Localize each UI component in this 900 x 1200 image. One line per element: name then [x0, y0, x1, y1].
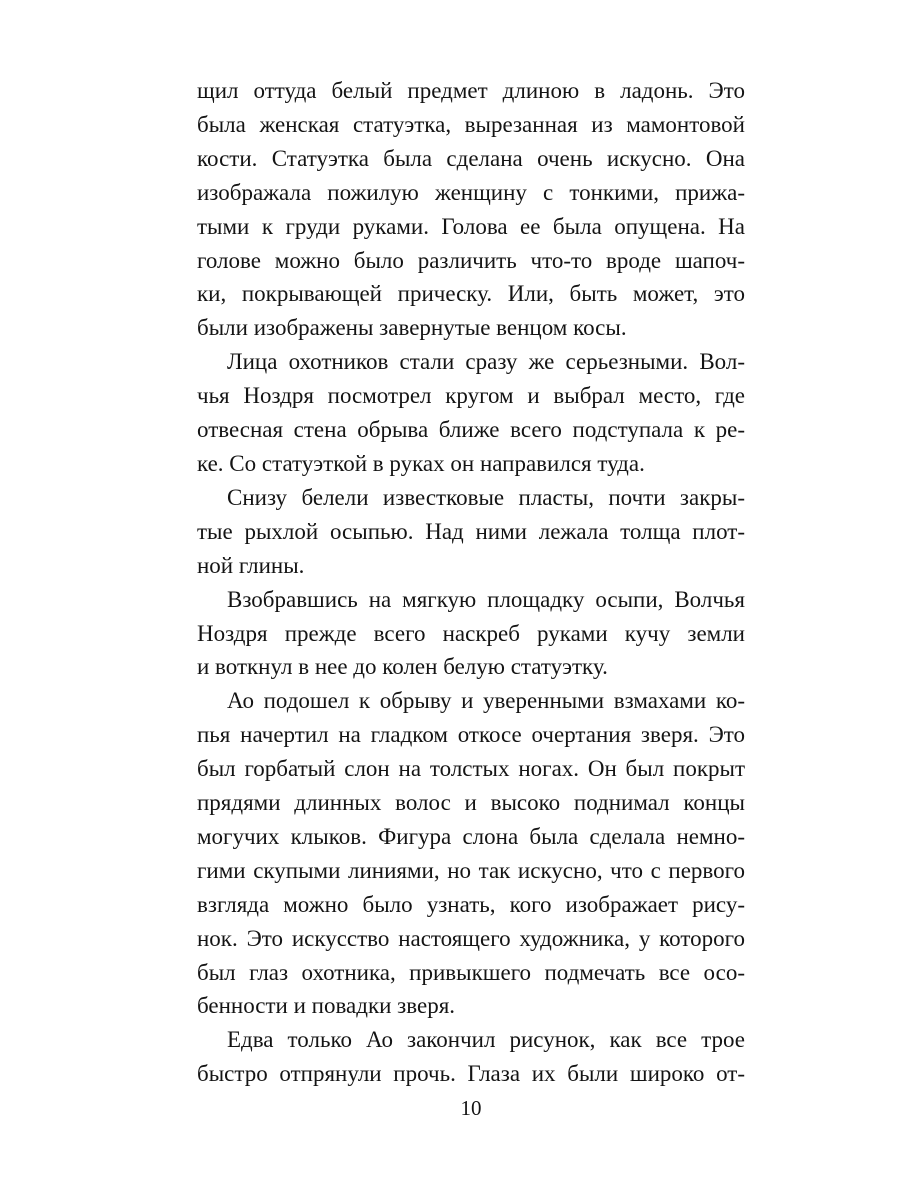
text-line: прядями длинных волос и высоко поднимал концы	[197, 790, 745, 816]
text-line: Снизу белели известковые пласты, почти закры-	[227, 484, 745, 510]
text-line: были изображены завернутые венцом косы.	[197, 315, 627, 341]
text-line: кости. Статуэтка была сделана очень искусно. Она	[197, 145, 745, 171]
page-number: 10	[460, 1096, 482, 1120]
paragraph	[197, 1023, 745, 1091]
paragraph	[197, 74, 745, 345]
text-line: изображала пожилую женщину с тонкими, прижа-	[197, 179, 745, 205]
text-line: Лица охотников стали сразу же серьезными. Вол-	[227, 349, 745, 375]
text-line: голове можно было различить что-то вроде шапоч-	[197, 247, 745, 273]
paragraph	[197, 345, 745, 481]
text-line: ной глины.	[197, 552, 305, 578]
text-line: была женская статуэтка, вырезанная из мамонтовой	[197, 111, 745, 137]
text-line: взгляда можно было узнать, кого изображает рису-	[197, 891, 745, 917]
text-line: ки, покрывающей прическу. Или, быть может, это	[197, 281, 745, 307]
text-line: тые рыхлой осыпью. Над ними лежала толща плот-	[197, 518, 745, 544]
text-line: пья начертил на гладком откосе очертания зверя. Это	[197, 722, 745, 748]
text-line: бенности и повадки зверя.	[197, 993, 456, 1019]
text-line: Ао подошел к обрыву и уверенными взмахами ко-	[227, 688, 745, 714]
text-line: ке. Со статуэткой в руках он направился туда.	[197, 450, 645, 476]
text-line: Взобравшись на мягкую площадку осыпи, Волчья	[227, 586, 745, 612]
text-line: был горбатый слон на толстых ногах. Он был покрыт	[197, 756, 745, 782]
text-line: и воткнул в нее до колен белую статуэтку.	[197, 654, 608, 680]
text-line: был глаз охотника, привыкшего подмечать все осо-	[197, 959, 745, 985]
text-line: отвесная стена обрыва ближе всего подступала к ре-	[197, 417, 745, 443]
paragraph	[197, 481, 745, 583]
text-line: тыми к груди руками. Голова ее была опущена. На	[197, 213, 745, 239]
paragraph	[197, 583, 745, 685]
text-block	[197, 74, 745, 1091]
paragraph	[197, 684, 745, 1023]
text-line: чья Ноздря посмотрел кругом и выбрал место, где	[197, 383, 745, 409]
text-line: гими скупыми линиями, но так искусно, что с первого	[197, 857, 745, 883]
text-line: могучих клыков. Фигура слона была сделала немно-	[197, 823, 745, 849]
text-line: Едва только Ао закончил рисунок, как все трое	[227, 1027, 745, 1053]
text-line: быстро отпрянули прочь. Глаза их были широко от-	[197, 1061, 745, 1087]
text-line: Ноздря прежде всего наскреб руками кучу земли	[197, 620, 745, 646]
text-line: щил оттуда белый предмет длиною в ладонь. Это	[197, 78, 745, 103]
text-line: нок. Это искусство настоящего художника, у которого	[197, 925, 745, 951]
